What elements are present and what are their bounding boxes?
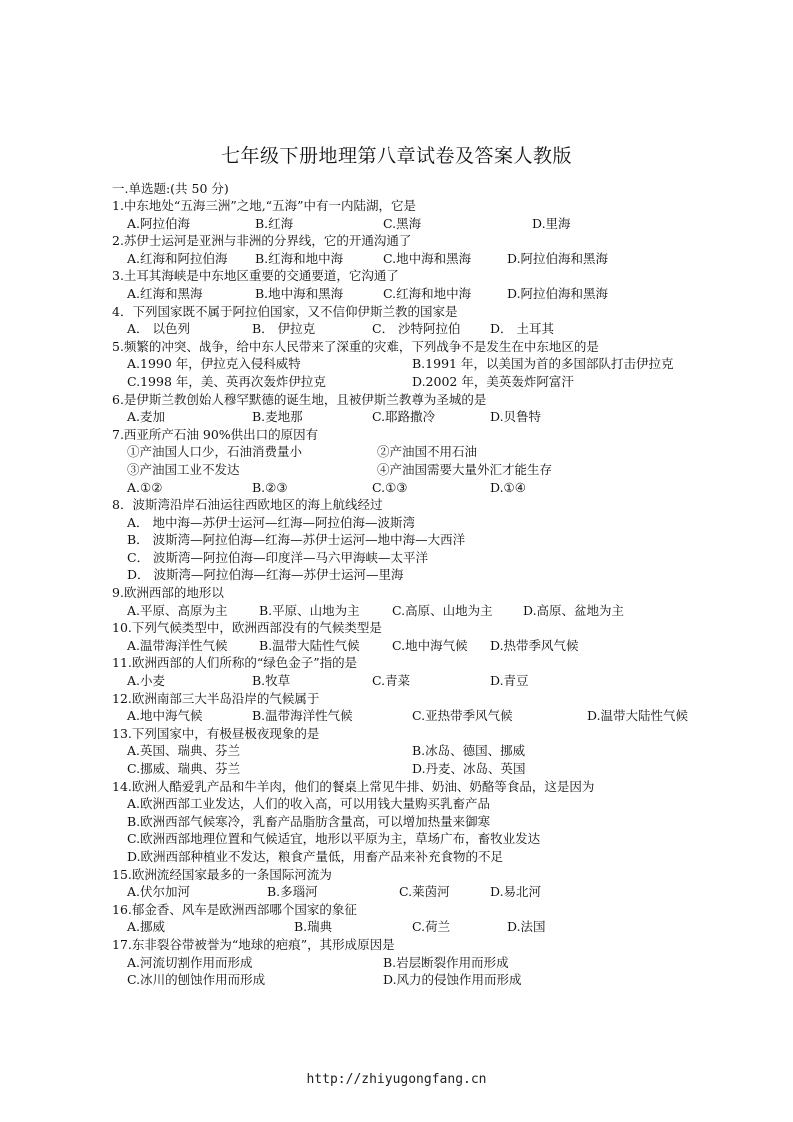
- question-stem: 8．波斯湾沿岸石油运往西欧地区的海上航线经过: [112, 497, 383, 513]
- question-item: [112, 232, 712, 267]
- option-row: [127, 602, 712, 620]
- answer-option: B.岩层断裂作用而形成: [383, 954, 509, 970]
- answer-option: D.风力的侵蚀作用而形成: [383, 972, 522, 988]
- answer-option: C.红海和地中海: [383, 285, 472, 301]
- option-row: [127, 250, 712, 268]
- answer-option: A.平原、高原为主: [127, 602, 228, 618]
- answer-option: B.②③: [252, 479, 288, 495]
- answer-option: C.地中海和黑海: [383, 250, 472, 266]
- answer-option: A.阿拉伯海: [127, 215, 191, 231]
- answer-option: C.莱茵河: [399, 884, 450, 900]
- answer-option: ②产油国不用石油: [377, 444, 478, 460]
- question-item: [112, 654, 712, 689]
- answer-option: B.平原、山地为主: [259, 602, 360, 618]
- question-item: [112, 391, 712, 426]
- question-stem: 7.西亚所产石油 90%供出口的原因有: [112, 426, 319, 442]
- answer-option: D． 波斯湾—阿拉伯海—红海—苏伊士运河—里海: [127, 567, 404, 583]
- answer-option: D.丹麦、冰岛、英国: [412, 761, 526, 776]
- answer-option: B.冰岛、德国、挪威: [412, 743, 526, 759]
- answer-option: A.伏尔加河: [127, 884, 191, 900]
- option-row: [127, 637, 712, 655]
- question-list: [112, 197, 712, 989]
- option-row: [127, 285, 712, 303]
- question-stem: 4．下列国家既不属于阿拉伯国家，又不信仰伊斯兰教的国家是: [112, 303, 458, 319]
- answer-option: B.地中海和黑海: [255, 285, 344, 301]
- question-stem: 16.郁金香、风车是欧洲西部哪个国家的象征: [112, 901, 357, 917]
- answer-option: B.欧洲西部气候寒冷，乳畜产品脂肪含量高，可以增加热量来御寒: [127, 813, 491, 829]
- answer-option: D.高原、盆地为主: [523, 602, 625, 618]
- question-item: [112, 338, 712, 391]
- question-item: [112, 725, 712, 778]
- answer-option: A． 以色列: [127, 321, 191, 337]
- answer-option: D.温带大陆性气候: [587, 708, 689, 724]
- answer-option: B.瑞典: [294, 919, 333, 935]
- question-stem: 13.下列国家中，有极昼极夜现象的是: [112, 725, 320, 741]
- question-item: [112, 778, 712, 866]
- answer-option: A.地中海气候: [127, 708, 203, 724]
- question-stem: 17.东非裂谷带被誉为“地球的疤痕”，其形成原因是: [112, 936, 395, 952]
- answer-option: C.黑海: [383, 215, 422, 231]
- option-row: [127, 883, 712, 901]
- question-stem: 12.欧洲南部三大半岛沿岸的气候属于: [112, 690, 320, 706]
- answer-option: B.牧草: [252, 673, 291, 689]
- question-item: [112, 426, 712, 496]
- question-item: [112, 584, 712, 619]
- answer-option: B.温带大陆性气候: [259, 637, 360, 653]
- answer-option: A.①②: [127, 479, 163, 495]
- answer-option: A.欧洲西部工业发达，人们的收入高，可以用钱大量购买乳畜产品: [127, 796, 491, 812]
- option-row: [127, 479, 712, 497]
- answer-option: D.里海: [532, 215, 571, 231]
- option-row: [127, 707, 712, 725]
- option-row: [127, 514, 712, 532]
- question-stem: 15.欧洲流经国家最多的一条国际河流为: [112, 866, 332, 882]
- answer-option: D.阿拉伯海和黑海: [507, 250, 609, 266]
- question-stem: 14.欧洲人酷爱乳产品和牛羊肉，他们的餐桌上常见牛排、奶油、奶酪等食品，这是因为: [112, 778, 595, 794]
- answer-option: B.温带海洋性气候: [252, 708, 353, 724]
- option-row: [127, 918, 712, 936]
- answer-option: C.高原、山地为主: [392, 602, 493, 618]
- document-title: 七年级下册地理第八章试卷及答案人教版: [220, 145, 572, 167]
- answer-option: C.挪威、瑞典、芬兰: [127, 761, 241, 776]
- answer-option: B.多瑙河: [267, 884, 318, 900]
- answer-option: C.亚热带季风气候: [412, 708, 513, 724]
- answer-option: C.欧洲西部地理位置和气候适宜，地形以平原为主，草场广布，畜牧业发达: [127, 831, 541, 847]
- answer-option: D.易北河: [490, 884, 542, 900]
- question-item: [112, 197, 712, 232]
- answer-option: B.1991 年，以美国为首的多国部队打击伊拉克: [412, 356, 674, 372]
- option-row: [127, 443, 712, 461]
- question-item: [112, 496, 712, 584]
- question-item: [112, 690, 712, 725]
- option-row: [127, 320, 712, 338]
- answer-option: D.热带季风气候: [490, 637, 579, 653]
- answer-option: D.欧洲西部种植业不发达，粮食产量低，用畜产品来补充食物的不足: [127, 848, 504, 864]
- answer-option: D.青豆: [490, 673, 529, 689]
- answer-option: B． 伊拉克: [252, 321, 316, 337]
- question-item: [112, 303, 712, 338]
- option-row: [127, 215, 712, 233]
- answer-option: A.挪威: [127, 919, 166, 935]
- answer-option: B.红海: [255, 215, 294, 231]
- answer-option: A.1990 年，伊拉克入侵科威特: [127, 356, 301, 372]
- answer-option: A.麦加: [127, 409, 166, 425]
- answer-option: C． 沙特阿拉伯: [372, 321, 461, 337]
- answer-option: A.河流切割作用而形成: [127, 954, 253, 970]
- option-row: [127, 954, 712, 972]
- answer-option: D． 土耳其: [490, 321, 554, 337]
- answer-option: A.英国、瑞典、芬兰: [127, 743, 241, 759]
- option-row: [127, 830, 712, 848]
- option-row: [127, 848, 712, 866]
- option-row: [127, 408, 712, 426]
- question-item: [112, 619, 712, 654]
- option-row: [127, 461, 712, 479]
- answer-option: A.红海和黑海: [127, 285, 203, 301]
- question-stem: 9.欧洲西部的地形以: [112, 585, 224, 601]
- question-item: [112, 936, 712, 989]
- answer-option: C.①③: [372, 479, 408, 495]
- answer-option: C.地中海气候: [392, 637, 468, 653]
- question-stem: 6.是伊斯兰教创始人穆罕默德的诞生地，且被伊斯兰教尊为圣城的是: [112, 391, 487, 407]
- option-row: [127, 566, 712, 584]
- option-row: [127, 813, 712, 831]
- option-row: [127, 742, 712, 760]
- answer-option: A.红海和阿拉伯海: [127, 250, 228, 266]
- option-row: [127, 355, 712, 373]
- question-stem: 1.中东地处“五海三洲”之地,“五海”中有一内陆湖，它是: [112, 198, 416, 213]
- question-item: [112, 267, 712, 302]
- answer-option: D.法国: [507, 919, 546, 935]
- option-row: [127, 549, 712, 567]
- answer-option: C.1998 年，美、英再次轰炸伊拉克: [127, 373, 326, 389]
- answer-option: ④产油国需要大量外汇才能生存: [377, 461, 553, 477]
- answer-option: C.耶路撒冷: [372, 409, 436, 425]
- answer-option: D.贝鲁特: [490, 409, 542, 425]
- answer-option: ③产油国工业不发达: [127, 461, 240, 477]
- answer-option: D.2002 年，美英轰炸阿富汗: [412, 373, 574, 389]
- answer-option: B.红海和地中海: [255, 250, 344, 266]
- answer-option: A.小麦: [127, 673, 166, 689]
- option-row: [127, 760, 712, 778]
- option-row: [127, 373, 712, 391]
- option-row: [127, 531, 712, 549]
- question-stem: 2.苏伊士运河是亚洲与非洲的分界线，它的开通沟通了: [112, 233, 412, 249]
- answer-option: ①产油国人口少，石油消费量小: [127, 444, 303, 460]
- question-stem: 11.欧洲西部的人们所称的“绿色金子”指的是: [112, 655, 358, 671]
- question-stem: 5.频繁的冲突、战争，给中东人民带来了深重的灾难，下列战争不是发生在中东地区的是: [112, 338, 599, 354]
- answer-option: C.荷兰: [412, 919, 451, 935]
- answer-option: B.麦地那: [252, 409, 303, 425]
- answer-option: B． 波斯湾—阿拉伯海—红海—苏伊士运河—地中海—大西洋: [127, 532, 466, 548]
- option-row: [127, 971, 712, 989]
- question-item: [112, 901, 712, 936]
- answer-option: A.温带海洋性气候: [127, 637, 228, 653]
- question-stem: 3.土耳其海峡是中东地区重要的交通要道，它沟通了: [112, 268, 399, 284]
- answer-option: C.青菜: [372, 673, 411, 689]
- option-row: [127, 672, 712, 690]
- answer-option: C.冰川的刨蚀作用而形成: [127, 972, 266, 988]
- option-row: [127, 795, 712, 813]
- section-heading: 一.单选题:(共 50 分): [112, 181, 229, 196]
- question-item: [112, 866, 712, 901]
- question-stem: 10.下列气候类型中，欧洲西部没有的气候类型是: [112, 620, 382, 636]
- answer-option: D.阿拉伯海和黑海: [507, 285, 609, 301]
- answer-option: A． 地中海—苏伊士运河—红海—阿拉伯海—波斯湾: [127, 514, 416, 530]
- footer-url: http://zhiyugongfang.cn: [306, 1072, 487, 1087]
- answer-option: D.①④: [490, 479, 526, 495]
- answer-option: C． 波斯湾—阿拉伯海—印度洋—马六甲海峡—太平洋: [127, 549, 429, 565]
